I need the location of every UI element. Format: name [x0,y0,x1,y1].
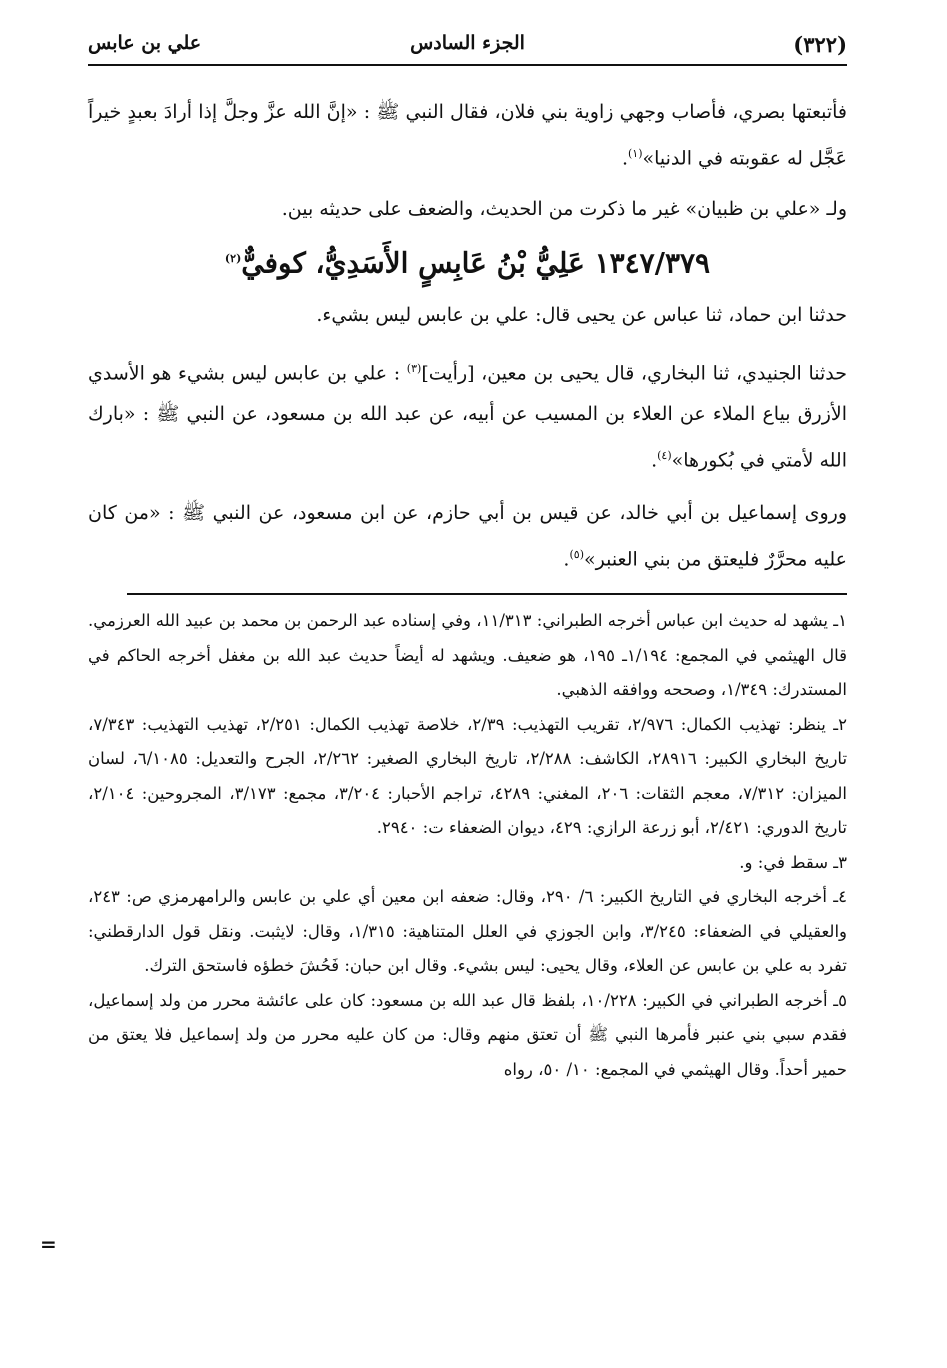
footnote-ref-2: (٢) [224,252,242,266]
paragraph-hadith-1: فأتبعتها بصري، فأصاب وجهي زاوية بني فلان، فقال النبي ﷺ : «إنَّ الله عزَّ وجلَّ إذا أرادَ بعبدٍ خيراً عَجَّل له عقوبته في الدنيا»$^{(١)}$. [88,101,847,170]
entry-title: ١٣٤٧/٣٧٩ عَلِيُّ بْنُ عَابِسٍ الأَسَدِيُّ، كوفيٌّ$^{(٢)}$ [224,246,711,280]
footnotes [88,604,847,1087]
paragraph-narration-2: حدثنا الجنيدي، ثنا البخاري، قال يحيى بن معين، [رأيت]$^{(٣)}$ : علي بن عابس ليس بشيء هو الأسدي الأزرق بياع الملاء عن العلاء بن المسيب عن أبيه، عن عبد الله بن مسعود، عن النبي ﷺ : «بارك الله لأمتي في بُكورها»$^{(٤)}$. [88,361,847,472]
running-title: علي بن عابس [88,32,202,54]
continuation-mark: = [40,1232,57,1256]
page-header [88,30,847,66]
footnote-ref-1: (١) [627,147,643,160]
footnote-ref-4: (٤) [657,448,672,462]
footnote-4: ٤ـ أخرجه البخاري في التاريخ الكبير: ٦/ ٢٩٠، وقال: ضعفه ابن معين أي علي بن عابس والرامهرمزي ص: ٢٤٣، والعقيلي في الضعفاء: ٣/٢٤٥، وابن الجوزي في العلل المتناهية: ١/٣١٥، وقال: لايثبت. ونقل قول الدارقطني: تفرد به علي بن عابس عن العلاء، وقال يحيى: ليس بشيء. وقال ابن حبان: فَحُشَ خطؤه فاستحق الترك. [88,887,848,975]
paragraph-weakness-note: ولـ «علي بن ظبيان» غير ما ذكرت من الحديث، والضعف على حديثه بين. [281,198,847,221]
footnote-5: ٥ـ أخرجه الطبراني في الكبير: ١٠/٢٢٨، بلفظ قال عبد الله بن مسعود: كان على عائشة محرر من ولد إسماعيل، فقدم سبي بني عنبر فأمرها النبي ﷺ أن تعتق منهم وقال: من كان عليه محرر من ولد إسماعيل فلا يعتق من حمير أحداً. وقال الهيثمي في المجمع: ١٠/ ٥٠، رواه [88,990,848,1079]
paragraph-narration-1: حدثنا ابن حماد، ثنا عباس عن يحيى قال: علي بن عابس ليس بشيء. [316,303,847,326]
volume-label: الجزء السادس [410,32,525,54]
footnote-2: ٢ـ ينظر: تهذيب الكمال: ٢/٩٧٦، تقريب التهذيب: ٢/٣٩، خلاصة تهذيب الكمال: ٢/٢٥١، تهذيب التهذيب: ٧/٣٤٣، تاريخ البخاري الكبير: ٢٨٩١٦، الكاشف: ٢/٢٨٨، تاريخ البخاري الصغير: ٢/٢٦٢، الجرح والتعديل: ٦/١٠٨٥، لسان الميزان: ٧/٣١٢، معجم الثقات: ٢٠٦، المغني: ٤٢٨٩، تراجم الأحبار: ٣/٢٠٤، مجمع: ٣/١٧٣، المجروحين: ٢/١٠٤، تاريخ الدوري: ٢/٤٢١، أبو زرعة الرازي: ٤٢٩، ديوان الضعفاء ت: ٢٩٤٠. [88,714,848,837]
footnote-divider [127,593,847,595]
paragraph-narration-3: وروى إسماعيل بن أبي خالد، عن قيس بن أبي حازم، عن ابن مسعود، عن النبي ﷺ : «من كان عليه محرَّرٌ فليعتق من بني العنبر»$^{(٥)}$. [88,502,847,571]
page-number: (٣٢٢) [793,32,847,57]
footnote-3: ٣ـ سقط في: و. [739,852,847,872]
main-text [88,92,847,581]
footnote-ref-5: (٥) [569,548,584,562]
footnote-1: ١ـ يشهد له حديث ابن عباس أخرجه الطبراني: ١١/٣١٣، وفي إسناده عبد الرحمن بن محمد بن عبيد الله العرزمي. قال الهيثمي في المجمع: ١/١٩٤ـ ١٩٥، هو ضعيف. ويشهد له أيضاً حديث عبد الله بن مغفل أخرجه الحاكم في المستدرك: ١/٣٤٩، وصححه ووافقه الذهبي. [88,611,848,699]
footnote-ref-3: (٣) [406,361,422,375]
